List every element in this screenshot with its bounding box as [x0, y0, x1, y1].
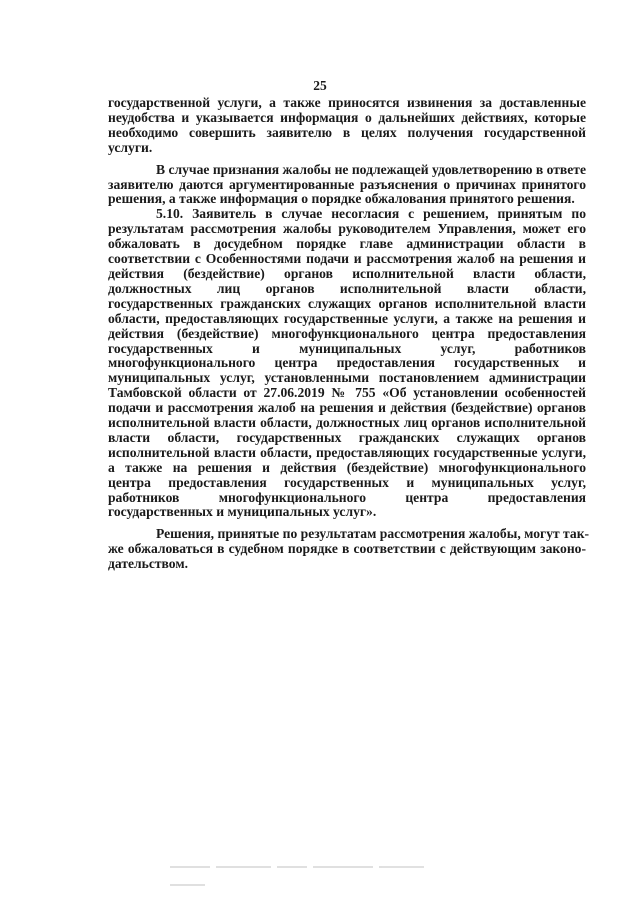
text-line: области, предоставляющих государственные услуги, а также на решения и — [108, 310, 586, 326]
text-line: государственных и муниципальных услуг». — [108, 504, 377, 520]
text-line: многофункционального центра предоставления государственных и — [108, 355, 586, 371]
page-number: 25 — [313, 78, 327, 93]
scan-artifact — [170, 866, 470, 869]
text-line: исполнительной власти области, предоставляющих государственные услуги, — [108, 444, 586, 460]
text-line: решения, а также информация о порядке обжалования принятого решения. — [108, 191, 575, 207]
paragraph-court-appeal — [108, 526, 590, 572]
paragraph-rejection — [108, 163, 586, 208]
text-fragment: Заявитель в случае несогласия с решением, принятым по — [183, 206, 586, 222]
text-line: соответствии с Особенностями подачи и рассмотрения жалоб на решения и — [108, 251, 586, 267]
document-body — [108, 95, 590, 572]
section-number: 5.10. — [156, 206, 184, 222]
text-line: дательством. — [108, 556, 189, 572]
text-line: муниципальных услуг, установленными постановлением администрации — [108, 370, 586, 386]
text-line: государственной услуги, а также приносятся извинения за доставленные — [108, 95, 586, 110]
text-line: обжаловать в досудебном порядке главе администрации области в — [108, 236, 586, 252]
text-line: а также на решения и действия (бездействие) многофункционального — [108, 459, 586, 475]
text-line: действия (бездействие) органов исполнительной власти области, — [108, 265, 586, 281]
text-line: действия (бездействие) многофункционального центра предоставления — [108, 325, 586, 341]
text-line: государственных и муниципальных услуг, работников — [108, 340, 586, 356]
text-line — [108, 207, 586, 222]
text-line: государственных гражданских служащих органов исполнительной власти — [108, 295, 586, 311]
text-line: должностных лиц органов исполнительной власти области, — [108, 280, 586, 296]
text-line: результатам рассмотрения жалобы руководителем Управления, может его — [108, 221, 586, 237]
text-line: власти области, государственных гражданских служащих органов — [108, 429, 586, 445]
text-line: Тамбовской области от 27.06.2019 № 755 «Об установлении особенностей — [108, 385, 586, 401]
text-line: заявителю даются аргументированные разъяснения о причинах принятого — [108, 176, 586, 192]
text-line: исполнительной власти области, должностных лиц органов исполнительной — [108, 415, 586, 431]
text-line: услуги. — [108, 139, 153, 155]
text-line: неудобства и указывается информация о дальнейших действиях, которые — [108, 109, 586, 125]
text-line: центра предоставления государственных и муниципальных услуг, — [108, 474, 586, 490]
text-line: же обжаловаться в судебном порядке в соответствии с действующим законо- — [108, 541, 586, 557]
paragraph-5-10 — [108, 207, 586, 520]
text-line: Решения, принятые по результатам рассмотрения жалобы, могут так- — [156, 526, 590, 542]
text-line: необходимо совершить заявителю в целях получения государственной — [108, 124, 586, 140]
text-line: работников многофункционального центра предоставления — [108, 489, 586, 505]
text-line: В случае признания жалобы не подлежащей удовлетворению в ответе — [156, 161, 586, 177]
text-line: подачи и рассмотрения жалоб на решения и действия (бездействие) органов — [108, 400, 586, 416]
paragraph-apology — [108, 96, 586, 156]
